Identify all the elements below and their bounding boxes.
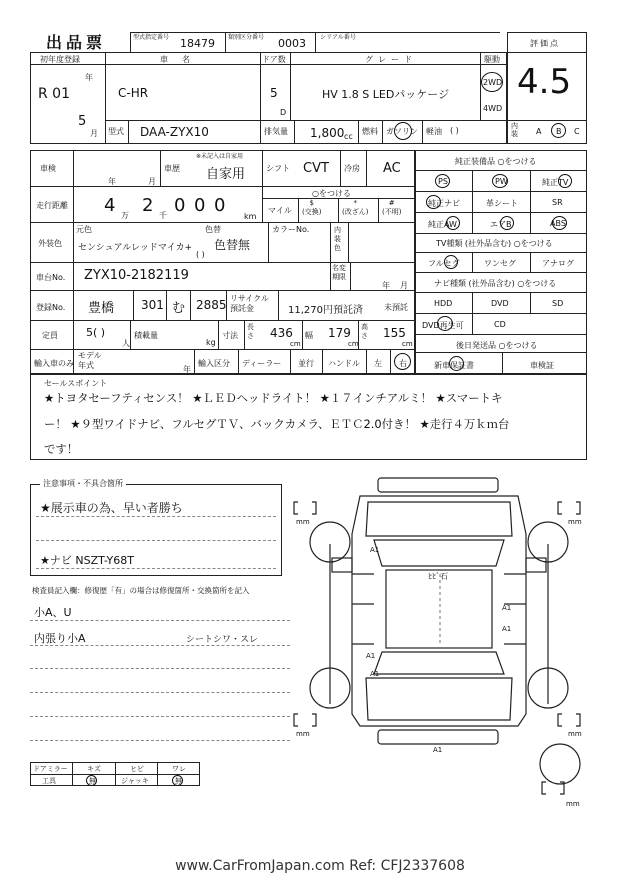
chui-label: 注意事項・不具合箇所 [40, 478, 126, 489]
km-label: km [244, 212, 257, 221]
handle-right-circle [394, 353, 411, 370]
equip-ps-circle [435, 174, 450, 188]
bt-r3: 無 [175, 777, 182, 785]
toroku-no: 2885 [196, 298, 227, 312]
era-value: R 01 [38, 86, 70, 102]
kensa-label: 検査員記入欄：修復歴「有」の場合は修復箇所・交換箇所を記入 [32, 586, 250, 595]
sales-line3: です！ [44, 442, 79, 456]
heiko-label: 並行 [298, 359, 314, 368]
car-damage-diagram [290, 474, 590, 814]
haiki-label: 排気量 [264, 127, 288, 136]
equip-aw-circle [446, 216, 460, 230]
shareki-label: 車歴 [164, 164, 180, 173]
bt-h1: キズ [87, 765, 101, 773]
toroku-num: 301 [141, 298, 164, 312]
katashiki-value: 18479 [180, 37, 215, 50]
toroku-kana: む [172, 301, 186, 316]
shareki-note: ※未記入は自家用 [196, 153, 244, 160]
reibo-label: 冷房 [344, 164, 360, 173]
diagram-a1-right-rear: A1 [502, 625, 512, 633]
tv-oneseg: ワンセグ [484, 259, 516, 268]
haba-value: 179 [328, 326, 351, 340]
shareki-value: 自家用 [206, 167, 246, 182]
odo-digit-2: 2 [142, 195, 154, 216]
gatsu-label: 月 [90, 129, 98, 138]
equip-sr: SR [552, 198, 563, 207]
mm-label-rr: mm [568, 730, 582, 738]
taka-label: 高さ [361, 323, 368, 340]
mm-label-fr: mm [568, 518, 582, 526]
meihen-tsuki: 月 [400, 281, 408, 290]
navi-dvdplay: DVD再生可 [422, 321, 464, 330]
equip-abs: ABS [550, 219, 566, 228]
equip-ps: PS [438, 177, 448, 186]
toroku-label: 登録No. [36, 303, 66, 312]
equip-navi: 純正ナビ [428, 199, 460, 208]
motoiro-value: センシュアルレッドマイカ+ [78, 243, 193, 253]
model-nen: 年 [183, 365, 191, 374]
hyouka-label: 評価点 [530, 39, 560, 48]
drive-2wd-circle [481, 72, 503, 92]
shift-value: CVT [303, 161, 329, 176]
yunyu-kubun-label: 輸入区分 [198, 359, 230, 368]
navi-dvdplay-circle [437, 316, 453, 331]
atohasso-hoshosho-circle [449, 356, 464, 371]
naga-label: 長さ [247, 323, 254, 340]
equip-tv-circle [558, 174, 572, 188]
grade-value: HV 1.8 S LEDパッケージ [322, 88, 450, 101]
shaken-tsuki: 月 [148, 177, 156, 186]
iroban-value: 色替無 [214, 238, 251, 252]
mm-label-fl: mm [296, 518, 310, 526]
diagram-a1-left-mirror: A1 [370, 546, 380, 554]
tv-fullseg: フルセグ [428, 259, 460, 268]
navi-dvd: DVD [491, 299, 509, 308]
equip-pw: PW [495, 177, 508, 186]
sales-line2: ー！ ★９型ワイドナビ、フルセグＴＶ、バックカメラ、ＥＴＣ2.0付き！ ★走行４万ｋｍ台 [44, 417, 510, 431]
toroku-area: 豊橋 [88, 301, 115, 316]
doors-label: ドア数 [262, 55, 286, 64]
hyouka-value: 4.5 [517, 62, 572, 102]
naigai-label: 内装 [511, 122, 518, 138]
navi-sd: SD [552, 299, 564, 308]
kudo-label: 駆動 [484, 55, 500, 64]
odo-digit-4: 0 [194, 195, 206, 216]
chui-line2: ★ナビ NSZT-Y68T [40, 554, 134, 567]
teiin-value: 5( ) [86, 326, 106, 339]
sekisai-label: 積載量 [134, 331, 158, 340]
nenryo-value: ガソリン [386, 127, 418, 136]
equip-pw-circle [492, 174, 508, 188]
dealer-label: ディーラー [242, 359, 282, 368]
koukan-label: $ (交換) [302, 199, 322, 216]
teiin-nin: 人 [122, 339, 130, 348]
mitaku-label: 未預託 [384, 303, 408, 312]
tsukeru-label: ○をつける [312, 189, 351, 198]
diagram-a1-left-fender: A1 [370, 670, 380, 678]
footer-watermark: www.CarFromJapan.com Ref: CFJ2337608 [175, 858, 465, 874]
equip-leather: 革シート [486, 199, 518, 208]
shaken-label: 車検 [40, 164, 56, 173]
bt-r2: ジャッキ [121, 777, 149, 785]
naigai-c: C [574, 127, 580, 136]
nen-label: 年 [85, 73, 93, 82]
katashiki2-label: 型式 [108, 127, 124, 136]
diagram-a1-right-door: A1 [502, 604, 512, 612]
month-value: 5 [78, 114, 87, 129]
mm-label-spare: mm [566, 800, 580, 808]
naigai-b: B [556, 127, 562, 136]
naigai-a: A [536, 127, 542, 136]
taka-cm: cm [402, 340, 413, 348]
diagram-a1-rear-bumper: A1 [433, 746, 443, 754]
page-title: 出品票 [46, 33, 107, 52]
mm-label-rl: mm [296, 730, 310, 738]
kaizan-label: * (改ざん) [342, 199, 369, 216]
taka-value: 155 [383, 326, 406, 340]
handle-right: 右 [399, 359, 407, 368]
junsei-header: 純正装備品 ○をつける [455, 157, 537, 166]
bt-r0: 工具 [42, 777, 56, 785]
haiki-value: 1,800 [310, 126, 345, 140]
keiyu-label: 軽油 [426, 127, 442, 136]
ruibetsu-value: 0003 [278, 37, 306, 50]
gaiso-label: 外装色 [38, 239, 62, 248]
odo-digit-5: 0 [214, 195, 226, 216]
gasoline-circle [394, 122, 412, 140]
equip-navi-circle [426, 195, 441, 209]
navi-hdd: HDD [434, 299, 453, 308]
soko-label: 走行距離 [36, 201, 68, 210]
navi-header: ナビ種類 (社外品含む) ○をつける [434, 279, 557, 288]
kensa-line2b: シートシワ・スレ [186, 635, 259, 645]
color-no-label: カラーNo. [272, 225, 310, 234]
drive-4wd: 4WD [483, 104, 503, 113]
tv-fullseg-circle [444, 255, 458, 269]
iroban-paren: ( ) [196, 250, 205, 259]
atohasso-header: 後日発送品 ○をつける [456, 341, 538, 350]
kensa-line1: 小A、U [34, 606, 72, 619]
doors-value: 5 [270, 86, 278, 100]
grade-label: グレード [365, 55, 417, 64]
odo-digit-3: 0 [174, 195, 186, 216]
shodo-label: 初年度登録 [40, 55, 80, 64]
recycle-label: リサイクル預託金 [230, 294, 269, 313]
iroban-label: 色替 [205, 225, 221, 234]
kg-label: kg [206, 338, 216, 347]
serial-label: シリアル番号 [320, 34, 356, 41]
tv-analog: アナログ [542, 259, 574, 268]
equip-aw: 純正AW [428, 220, 457, 229]
handle-label: ハンドル [328, 359, 360, 368]
odo-digit-1: 4 [104, 195, 116, 216]
odo-sen: 千 [159, 211, 167, 220]
odo-man: 万 [121, 211, 129, 220]
naigai-b-circle [551, 123, 566, 138]
meihen-nen: 年 [382, 281, 390, 290]
drive-2wd: 2WD [483, 78, 503, 87]
katashiki-label: 型式指定番号 [133, 34, 170, 41]
equip-tv: 純正TV [542, 178, 569, 187]
shamei-label: 車名 [160, 55, 204, 64]
naga-cm: cm [290, 340, 301, 348]
bt-h3: ワレ [172, 765, 186, 773]
mile-label: マイル [268, 206, 292, 215]
kensa-line2a: 内張り小A [34, 632, 86, 645]
bt-r1: 無 [89, 777, 96, 785]
shamei-value: C-HR [118, 86, 149, 100]
chui-line1: ★展示車の為、早い者勝ち [40, 501, 183, 515]
shadai-label: 車台No. [36, 273, 66, 282]
recycle-value: 11,270円預託済 [288, 305, 363, 316]
sales-line1: ★トヨタセーフティセンス！ ★ＬＥＤヘッドライト！ ★１７インチアルミ！ ★スマートキ [44, 391, 503, 405]
bt-h0: ドアミラー [33, 765, 68, 773]
shadai-value: ZYX10-2182119 [84, 268, 189, 283]
haba-cm: cm [348, 340, 359, 348]
bt-r3-circle [172, 775, 183, 786]
equip-airbag: エアB [490, 220, 512, 229]
diagram-hibi: ﾋﾋﾞ石 [428, 572, 448, 581]
fumei-label: # (不明) [382, 199, 402, 216]
tv-header: TV種類 (社外品含む) ○をつける [436, 239, 553, 248]
bt-r1-circle [86, 775, 97, 786]
katashiki2-value: DAA-ZYX10 [140, 125, 209, 139]
diagram-a1-left-rear: A1 [366, 652, 376, 660]
sunpo-label: 寸法 [222, 331, 238, 340]
nenryo-label: 燃料 [362, 127, 378, 136]
shift-label: シフト [266, 164, 290, 173]
motoiro-label: 元色 [76, 225, 92, 234]
cc-label: cc [344, 132, 353, 141]
equip-abs-circle [552, 216, 567, 230]
handle-left: 左 [374, 359, 382, 368]
equip-airbag-circle [500, 216, 514, 230]
meihen-label: 名変期限 [332, 264, 346, 281]
navi-cd: CD [494, 320, 506, 329]
atohasso-shakensho: 車検証 [530, 361, 554, 370]
bt-h2: ヒビ [130, 765, 144, 773]
door-d: D [280, 108, 287, 117]
naisou-label: 内装色 [334, 226, 341, 252]
haba-label: 幅 [305, 331, 313, 340]
atohasso-hoshosho: 新車保証書 [434, 361, 474, 370]
ruibetsu-label: 類別区分番号 [228, 34, 265, 41]
yunyu-label: 輸入車のみ [34, 359, 74, 368]
model-label: モデル年式 [78, 351, 102, 370]
shaken-nen: 年 [108, 177, 116, 186]
keiyu-paren: ( ) [450, 126, 459, 135]
reibo-value: AC [383, 161, 401, 176]
naga-value: 436 [270, 326, 293, 340]
sales-label: セールスポイント [44, 379, 108, 388]
teiin-label: 定員 [42, 331, 58, 340]
